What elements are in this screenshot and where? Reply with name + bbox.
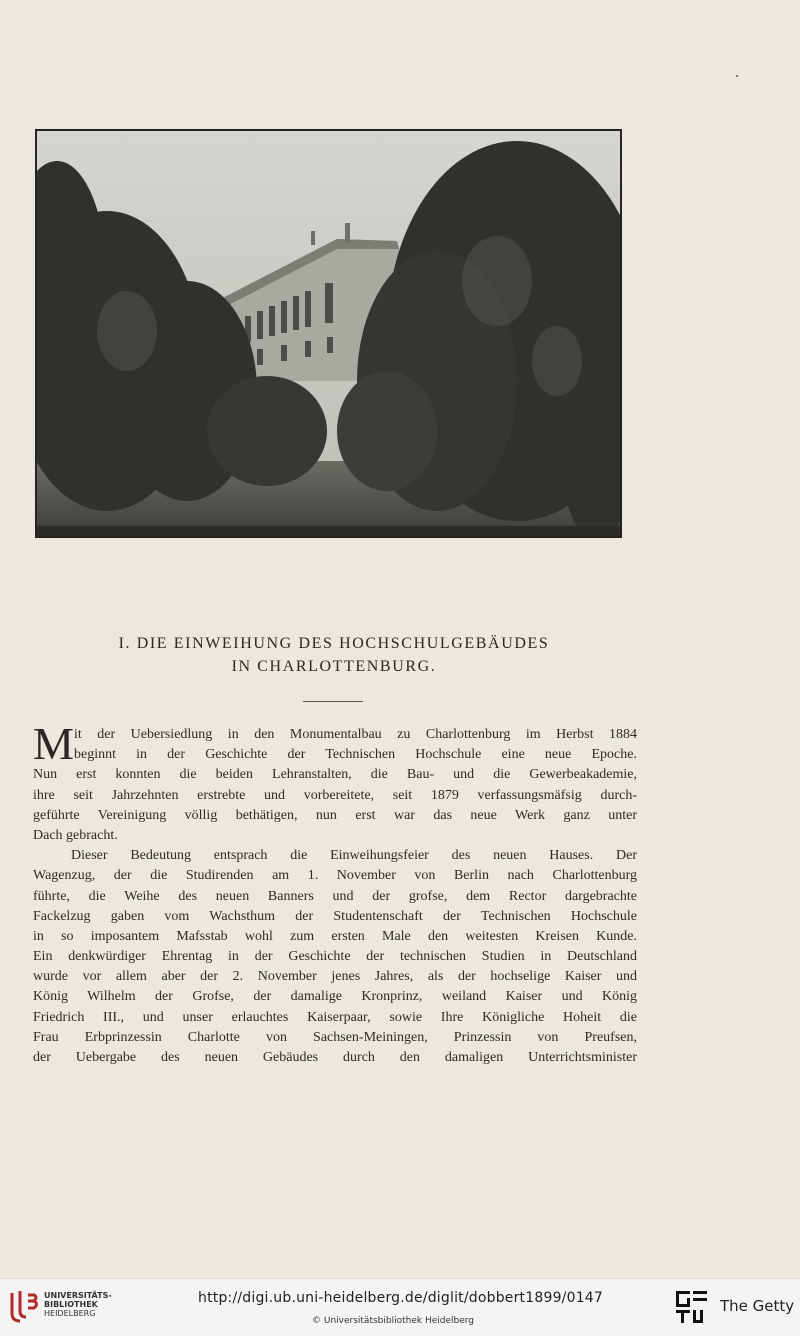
- text-line: Dach gebracht.: [33, 827, 118, 843]
- drop-cap: M: [33, 718, 74, 769]
- text-line: der Uebergabe des neuen Gebäudes durch den damaligen Unterrichtsminister: [33, 1050, 637, 1065]
- heading-rule: [303, 701, 363, 702]
- text-line: Wagenzug, der die Studirenden am 1. November von Berlin nach Charlottenburg: [33, 868, 637, 884]
- chapter-heading: [0, 632, 668, 678]
- library-name-line-2: BIBLIOTHEK: [44, 1300, 98, 1309]
- text-line: König Wilhelm der Grofse, der damalige Kronprinz, weiland Kaiser und König: [33, 989, 637, 1005]
- text-line: Dieser Bedeutung entsprach die Einweihungsfeier des neuen Hauses. Der: [71, 848, 637, 864]
- text-line: in so imposantem Mafsstab wohl zum ersten Male den weitesten Kreisen Kunde.: [33, 928, 637, 944]
- text-line: it der Uebersiedlung in den Monumentalbau zu Charlottenburg im Herbst 1884: [74, 727, 637, 742]
- chapter-heading-line-2: IN CHARLOTTENBURG.: [231, 658, 437, 675]
- getty-name: The Getty: [720, 1297, 795, 1315]
- copyright-notice: © Universitätsbibliothek Heidelberg: [312, 1316, 475, 1326]
- text-line: beginnt in der Geschichte der Technischen Hochschule eine neue Epoche.: [74, 747, 637, 763]
- text-line: Nun erst konnten die beiden Lehranstalten, die Bau- und die Gewerbeakademie,: [33, 767, 637, 783]
- text-line: geführte Vereinigung völlig bethätigen, nun erst war das neue Werk ganz unter: [33, 807, 637, 823]
- text-line: Fackelzug gaben vom Wachsthum der Studentenschaft der Technischen Hochschule: [33, 908, 637, 924]
- getty-logo-icon[interactable]: [674, 1289, 710, 1325]
- text-line: wurde vor allem aber der 2. November jenes Jahres, als der hochselige Kaiser und: [33, 969, 637, 985]
- building-photograph: [35, 129, 622, 538]
- library-name-line-1: UNIVERSITÄTS-: [44, 1291, 112, 1300]
- footer-bar: [0, 1278, 800, 1336]
- library-name-line-3: HEIDELBERG: [44, 1309, 96, 1318]
- chapter-heading-line-1: I. DIE EINWEIHUNG DES HOCHSCHULGEBÄUDES: [118, 635, 550, 652]
- body-text: [33, 718, 637, 1068]
- text-line: Frau Erbprinzessin Charlotte von Sachsen-Meiningen, Prinzessin von Preufsen,: [33, 1029, 637, 1045]
- text-line: führte, die Weihe des neuen Banners und der grofse, dem Rector dargebrachte: [33, 888, 637, 904]
- library-name: [44, 1291, 112, 1318]
- permalink-url[interactable]: http://digi.ub.uni-heidelberg.de/diglit/dobbert1899/0147: [198, 1290, 604, 1306]
- ub-heidelberg-logo-icon[interactable]: [8, 1287, 40, 1327]
- text-line: Friedrich III., und unser erlauchtes Kaiserpaar, sowie Ihre Königliche Hoheit die: [33, 1009, 637, 1025]
- text-line: Ein denkwürdiger Ehrentag in der Geschichte der technischen Studien in Deutschland: [33, 949, 637, 965]
- photo-illustration: [37, 131, 620, 536]
- print-speck: [736, 75, 738, 77]
- text-line: ihre seit Jahrzehnten erstrebte und vorbereitete, seit 1879 verfassungsmäfsig durch-: [33, 787, 637, 803]
